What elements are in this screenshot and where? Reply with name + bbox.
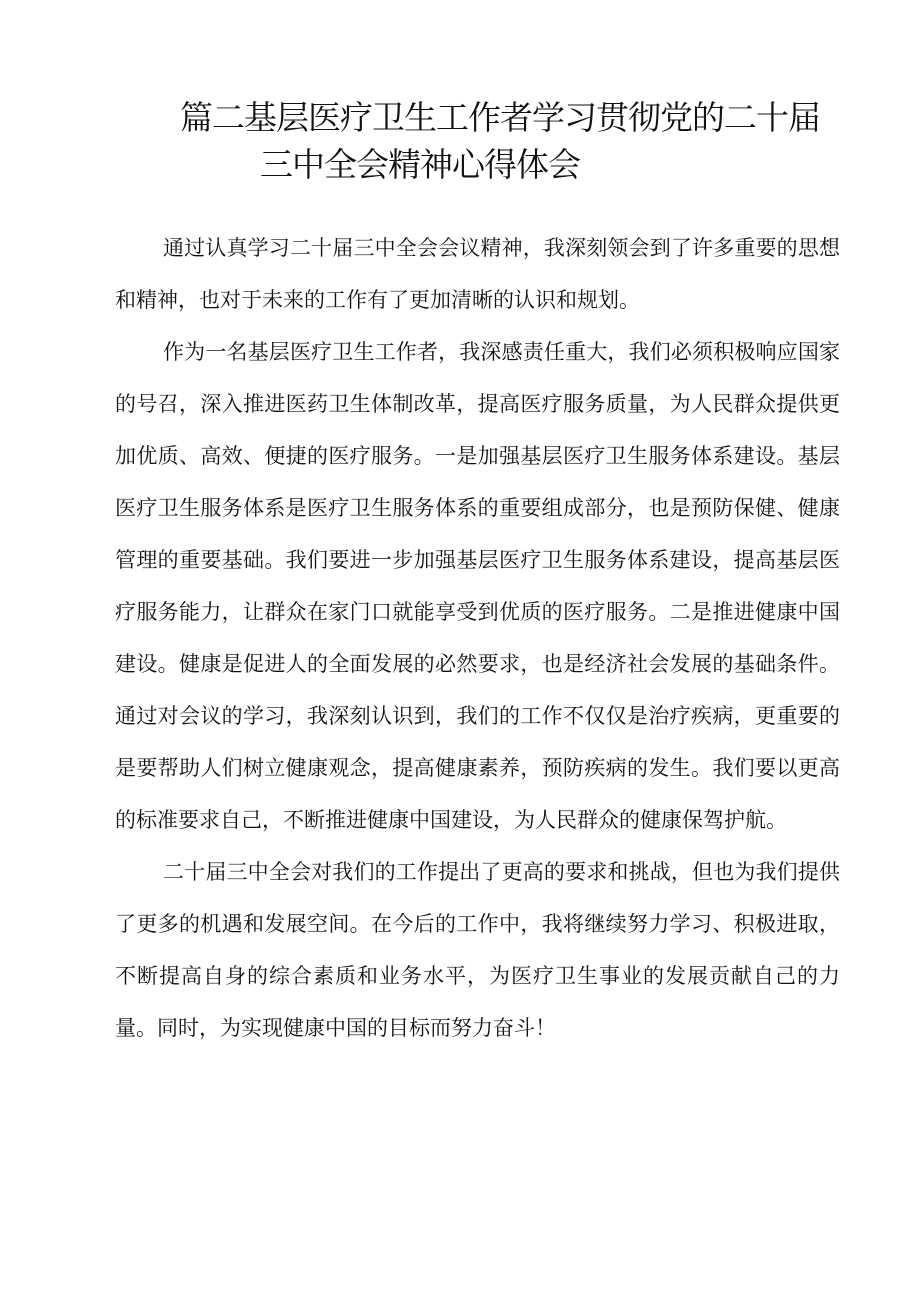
title-line-2: 三中全会精神心得体会: [260, 145, 580, 184]
document-title: [180, 94, 860, 188]
paragraph-1: 通过认真学习二十届三中全会会议精神，我深刻领会到了许多重要的思想和精神，也对于未来的工作有了更加清晰的认识和规划。: [115, 236, 840, 312]
document-body: [115, 222, 840, 1054]
title-line-1: 篇二基层医疗卫生工作者学习贯彻党的二十届: [180, 98, 820, 137]
paragraph-2: 作为一名基层医疗卫生工作者，我深感责任重大，我们必须积极响应国家的号召，深入推进医药卫生体制改革，提高医疗服务质量，为人民群众提供更加优质、高效、便捷的医疗服务。一是加强基层医疗卫生服务体系建设。基层医疗卫生服务体系是医疗卫生服务体系的重要组成部分，也是预防保健、健康管理的重要基础。我们要进一步加强基层医疗卫生服务体系建设，提高基层医疗服务能力，让群众在家门口就能享受到优质的医疗服务。二是推进健康中国建设。健康是促进人的全面发展的必然要求，也是经济社会发展的基础条件。通过对会议的学习，我深刻认识到，我们的工作不仅仅是治疗疾病，更重要的是要帮助人们树立健康观念，提高健康素养，预防疾病的发生。我们要以更高的标准要求自己，不断推进健康中国建设，为人民群众的健康保驾护航。: [115, 340, 840, 832]
paragraph-3: 二十届三中全会对我们的工作提出了更高的要求和挑战，但也为我们提供了更多的机遇和发展空间。在今后的工作中，我将继续努力学习、积极进取，不断提高自身的综合素质和业务水平，为医疗卫生事业的发展贡献自己的力量。同时，为实现健康中国的目标而努力奋斗！: [115, 860, 840, 1040]
